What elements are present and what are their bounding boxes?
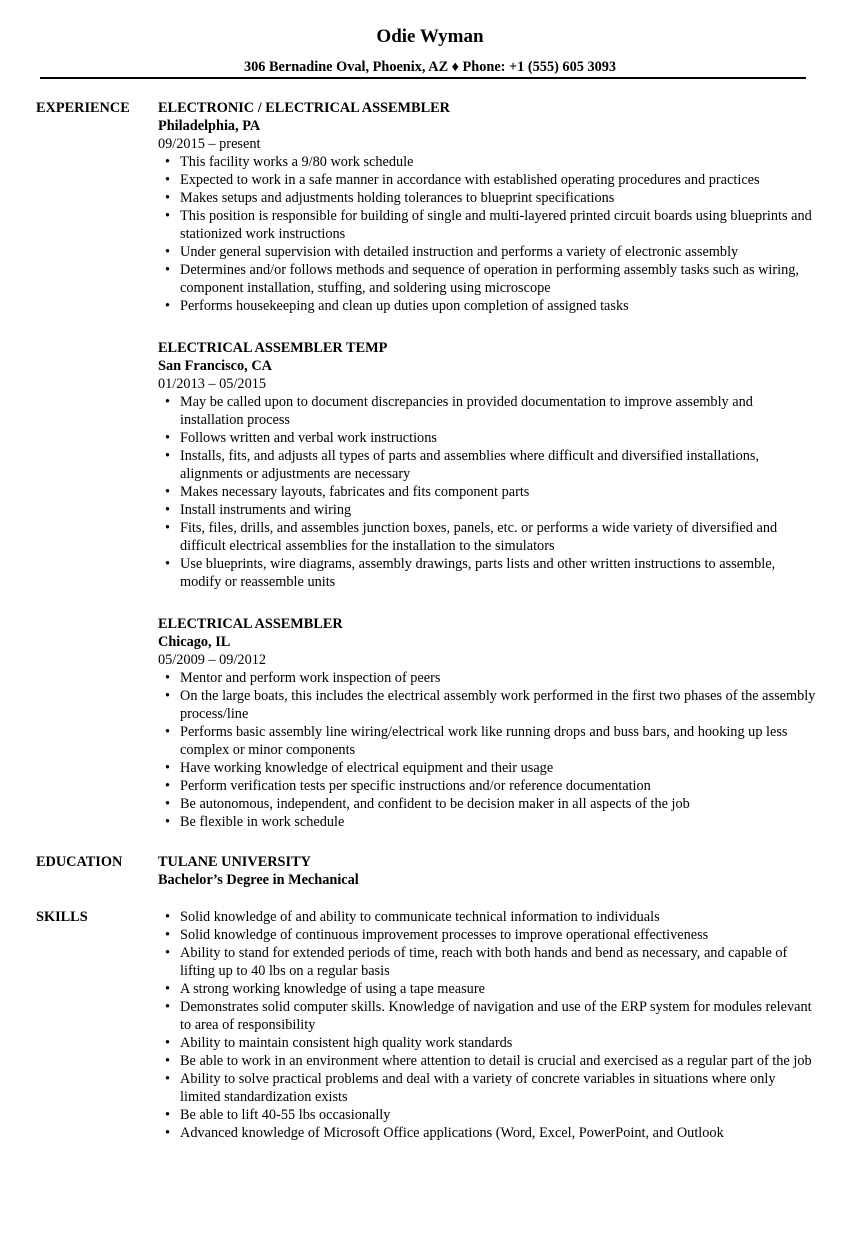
education-body	[158, 853, 818, 889]
duty-item: • This facility works a 9/80 work schedule	[158, 153, 818, 171]
skills-heading: SKILLS	[36, 909, 88, 925]
education-heading: EDUCATION	[36, 854, 123, 870]
job-title: ELECTRICAL ASSEMBLER	[158, 616, 343, 632]
candidate-name: Odie Wyman	[376, 26, 484, 47]
duty-item: • On the large boats, this includes the electrical assembly work performed in the first two phases of the assembly process/line	[158, 687, 818, 723]
duty-item: • Fits, files, drills, and assembles junction boxes, panels, etc. or performs a wide variety of diversified and difficult electrical assemblies for the installation to the simulators	[158, 519, 818, 555]
job-location: San Francisco, CA	[158, 358, 272, 374]
job-duties	[158, 669, 818, 831]
degree: Bachelor’s Degree in Mechanical	[158, 872, 359, 888]
skill-item: • Be able to work in an environment where attention to detail is crucial and exercised as a regular part of the job	[158, 1052, 818, 1070]
duty-item: • Performs housekeeping and clean up duties upon completion of assigned tasks	[158, 297, 818, 315]
duty-item: • May be called upon to document discrepancies in provided documentation to improve assembly and installation process	[158, 393, 818, 429]
job-location: Chicago, IL	[158, 634, 231, 650]
job-entry	[158, 615, 818, 831]
duty-item: • Expected to work in a safe manner in accordance with established operating procedures and practices	[158, 171, 818, 189]
duty-item: • Follows written and verbal work instructions	[158, 429, 818, 447]
job-dates: 09/2015 – present	[158, 136, 261, 152]
duty-item: • Install instruments and wiring	[158, 501, 818, 519]
contact-line: 306 Bernadine Oval, Phoenix, AZ ♦ Phone: +1 (555) 605 3093	[243, 59, 617, 75]
duty-item: • Be flexible in work schedule	[158, 813, 818, 831]
duty-item: • Performs basic assembly line wiring/electrical work like running drops and buss bars, and hooking up less complex or minor components	[158, 723, 818, 759]
skill-item: • Demonstrates solid computer skills. Knowledge of navigation and use of the ERP system for modules relevant to area of responsibility	[158, 998, 818, 1034]
job-title: ELECTRICAL ASSEMBLER TEMP	[158, 340, 388, 356]
skills-list	[158, 908, 818, 1142]
duty-item: • This position is responsible for building of single and multi-layered printed circuit boards using blueprints and stationized work instructions	[158, 207, 818, 243]
skills-body	[158, 908, 818, 1142]
duty-item: • Have working knowledge of electrical equipment and their usage	[158, 759, 818, 777]
skill-item: • Solid knowledge of and ability to communicate technical information to individuals	[158, 908, 818, 926]
skill-item: • A strong working knowledge of using a tape measure	[158, 980, 818, 998]
skill-item: • Ability to stand for extended periods of time, reach with both hands and bend as necessary, and capable of lifting up to 40 lbs on a regular basis	[158, 944, 818, 980]
school-name: TULANE UNIVERSITY	[158, 854, 311, 870]
job-location: Philadelphia, PA	[158, 118, 261, 134]
duty-item: • Perform verification tests per specific instructions and/or reference documentation	[158, 777, 818, 795]
skill-item: • Ability to maintain consistent high quality work standards	[158, 1034, 818, 1052]
header-divider	[40, 77, 806, 79]
experience-list	[158, 99, 818, 849]
job-duties	[158, 153, 818, 315]
duty-item: • Installs, fits, and adjusts all types of parts and assemblies where difficult and diversified installations, alignments or adjustments are necessary	[158, 447, 818, 483]
duty-item: • Use blueprints, wire diagrams, assembly drawings, parts lists and other written instructions to assemble, modify or reassemble units	[158, 555, 818, 591]
duty-item: • Makes necessary layouts, fabricates and fits component parts	[158, 483, 818, 501]
skill-item: • Be able to lift 40-55 lbs occasionally	[158, 1106, 818, 1124]
job-dates: 01/2013 – 05/2015	[158, 376, 267, 392]
duty-item: • Mentor and perform work inspection of peers	[158, 669, 818, 687]
job-entry	[158, 339, 818, 591]
duty-item: • Determines and/or follows methods and sequence of operation in performing assembly tasks such as wiring, component installation, stuffing, and soldering using microscope	[158, 261, 818, 297]
skill-item: • Ability to solve practical problems and deal with a variety of concrete variables in situations where only limited standardization exists	[158, 1070, 818, 1106]
job-duties	[158, 393, 818, 591]
skill-item: • Advanced knowledge of Microsoft Office applications (Word, Excel, PowerPoint, and Outlook	[158, 1124, 818, 1142]
duty-item: • Be autonomous, independent, and confident to be decision maker in all aspects of the job	[158, 795, 818, 813]
job-entry	[158, 99, 818, 315]
experience-heading: EXPERIENCE	[36, 100, 130, 116]
duty-item: • Makes setups and adjustments holding tolerances to blueprint specifications	[158, 189, 818, 207]
job-dates: 05/2009 – 09/2012	[158, 652, 267, 668]
duty-item: • Under general supervision with detailed instruction and performs a variety of electronic assembly	[158, 243, 818, 261]
skill-item: • Solid knowledge of continuous improvement processes to improve operational effectiveness	[158, 926, 818, 944]
job-title: ELECTRONIC / ELECTRICAL ASSEMBLER	[158, 100, 450, 116]
